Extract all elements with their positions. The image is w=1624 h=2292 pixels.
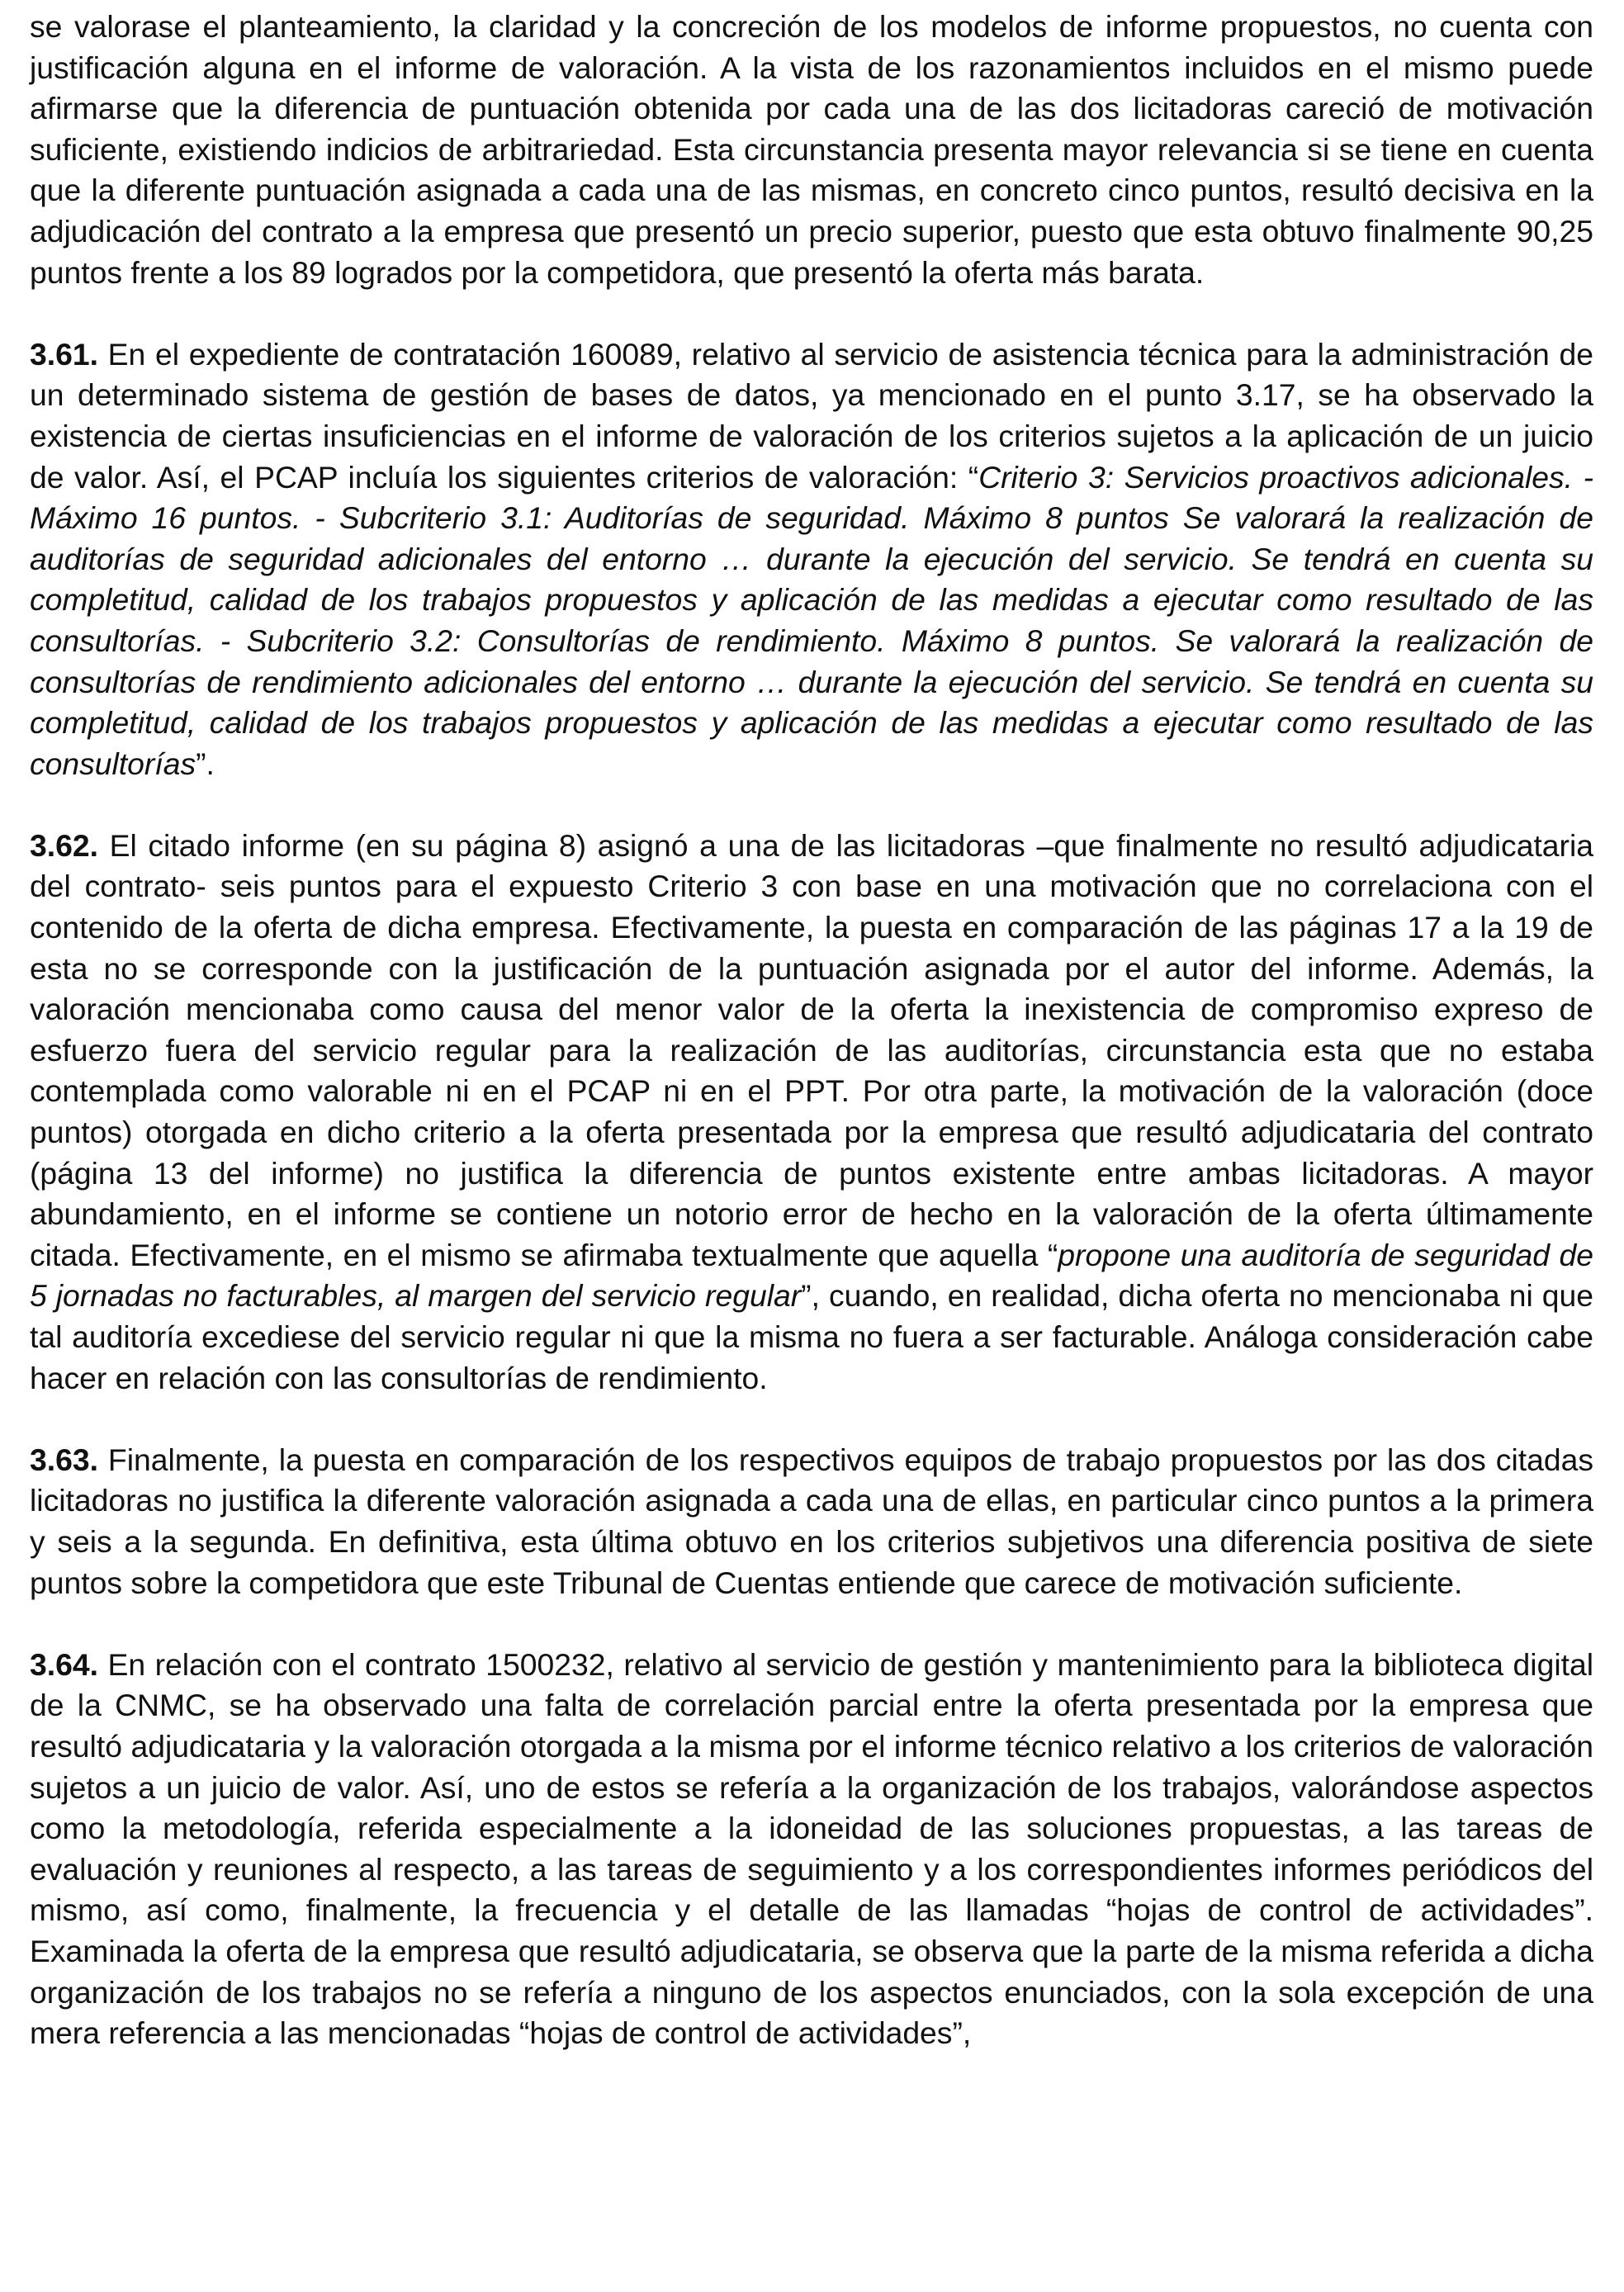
document-page — [30, 7, 1593, 2054]
quoted-criteria-text: Criterio 3: Servicios proactivos adicionales. -Máximo 16 puntos. - Subcriterio 3.1: Auditorías de seguridad. Máximo 8 puntos Se valorará la realización de auditorías de seguridad adicionales del entorno … durante la ejecución del servicio. Se tendrá en cuenta su completitud, calidad de los trabajos propuestos y aplicación de las medidas a ejecutar como resultado de las consultorías. - Subcriterio 3.2: Consultorías de rendimiento. Máximo 8 puntos. Se valorará la realización de consultorías de rendimiento adicionales del entorno … durante la ejecución del servicio. Se tendrá en cuenta su completitud, calidad de los trabajos propuestos y aplicación de las medidas a ejecutar como resultado de las consultorías — [30, 459, 1593, 781]
paragraph-text: En relación con el contrato 1500232, relativo al servicio de gestión y mantenimiento para la biblioteca digital de la CNMC, se ha observado una falta de correlación parcial entre la oferta presentada por la empresa que resultó adjudicataria y la valoración otorgada a la misma por el informe técnico relativo a los criterios de valoración sujetos a un juicio de valor. Así, uno de estos se refería a la organización de los trabajos, valorándose aspectos como la metodología, referida especialmente a la idoneidad de las soluciones propuestas, a las tareas de evaluación y reuniones al respecto, a las tareas de seguimiento y a los correspondientes informes periódicos del mismo, así como, finalmente, la frecuencia y el detalle de las llamadas “hojas de control de actividades”. Examinada la oferta de la empresa que resultó adjudicataria, se observa que la parte de la misma referida a dicha organización de los trabajos no se refería a ninguno de los aspectos enunciados, con la sola excepción de una mera referencia a las mencionadas “hojas de control de actividades”, — [30, 1646, 1593, 2051]
paragraph-number: 3.62. — [30, 827, 98, 863]
paragraph-continuation — [30, 7, 1593, 293]
paragraph-number: 3.63. — [30, 1442, 98, 1477]
paragraph-text: ”. — [196, 746, 215, 781]
paragraph-text: ”, cuando, en realidad, dicha oferta no mencionaba ni que tal auditoría excediese del servicio regular ni que la misma no fuera a ser facturable. Análoga consideración cabe hacer en relación con las consultorías de rendimiento. — [30, 1278, 1593, 1395]
paragraph-3-62 — [30, 826, 1593, 1399]
paragraph-text: El citado informe (en su página 8) asignó a una de las licitadoras –que finalmente no resultó adjudicataria del contrato- seis puntos para el expuesto Criterio 3 con base en una motivación que no correlaciona con el contenido de la oferta de dicha empresa. Efectivamente, la puesta en comparación de las páginas 17 a la 19 de esta no se corresponde con la justificación de la puntuación asignada por el autor del informe. Además, la valoración mencionaba como causa del menor valor de la oferta la inexistencia de compromiso expreso de esfuerzo fuera del servicio regular para la realización de las auditorías, circunstancia esta que no estaba contemplada como valorable ni en el PCAP ni en el PPT. Por otra parte, la motivación de la valoración (doce puntos) otorgada en dicho criterio a la oferta presentada por la empresa que resultó adjudicataria del contrato (página 13 del informe) no justifica la diferencia de puntos existente entre ambas licitadoras. A mayor abundamiento, en el informe se contiene un notorio error de hecho en la valoración de la oferta últimamente citada. Efectivamente, en el mismo se afirmaba textualmente que aquella “ — [30, 827, 1593, 1272]
paragraph-text: En el expediente de contratación 160089, relativo al servicio de asistencia técnica para la administración de un determinado sistema de gestión de bases de datos, ya mencionado en el punto 3.17, se ha observado la existencia de ciertas insuficiencias en el informe de valoración de los criterios sujetos a la aplicación de un juicio de valor. Así, el PCAP incluía los siguientes criterios de valoración: “ — [30, 336, 1593, 495]
paragraph-number: 3.61. — [30, 336, 98, 372]
paragraph-3-61 — [30, 334, 1593, 785]
paragraph-text: se valorase el planteamiento, la claridad y la concreción de los modelos de informe propuestos, no cuenta con justificación alguna en el informe de valoración. A la vista de los razonamientos incluidos en el mismo puede afirmarse que la diferencia de puntuación obtenida por cada una de las dos licitadoras careció de motivación suficiente, existiendo indicios de arbitrariedad. Esta circunstancia presenta mayor relevancia si se tiene en cuenta que la diferente puntuación asignada a cada una de las mismas, en concreto cinco puntos, resultó decisiva en la adjudicación del contrato a la empresa que presentó un precio superior, puesto que esta obtuvo finalmente 90,25 puntos frente a los 89 logrados por la competidora, que presentó la oferta más barata. — [30, 9, 1593, 290]
paragraph-3-64 — [30, 1645, 1593, 2054]
paragraph-number: 3.64. — [30, 1646, 98, 1682]
paragraph-text: Finalmente, la puesta en comparación de los respectivos equipos de trabajo propuestos por las dos citadas licitadoras no justifica la diferente valoración asignada a cada una de ellas, en particular cinco puntos a la primera y seis a la segunda. En definitiva, esta última obtuvo en los criterios subjetivos una diferencia positiva de siete puntos sobre la competidora que este Tribunal de Cuentas entiende que carece de motivación suficiente. — [30, 1442, 1593, 1600]
paragraph-3-63 — [30, 1440, 1593, 1603]
quoted-report-text: propone una auditoría de seguridad de 5 jornadas no facturables, al margen del servicio regular — [30, 1237, 1594, 1314]
